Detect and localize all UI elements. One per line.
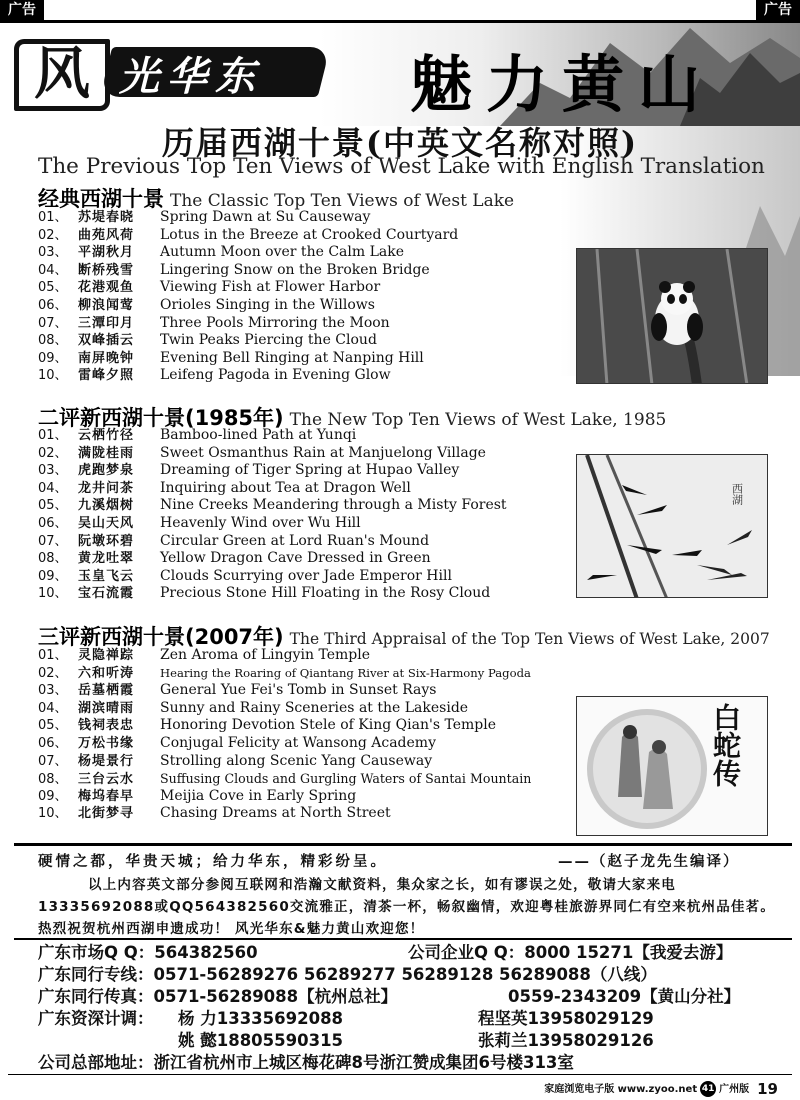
peer-hotline: 广东同行专线：0571-56289276 56289277 56289128 56289088（八线） — [38, 965, 657, 984]
views-1985-list — [38, 427, 507, 603]
item-en: Orioles Singing in the Willows — [160, 296, 375, 313]
item-zh: 花港观鱼 — [78, 280, 135, 296]
list-item — [38, 682, 531, 700]
item-en: Honoring Devotion Stele of King Qian's Temple — [160, 717, 497, 734]
item-en: Bamboo-lined Path at Yunqi — [160, 427, 357, 443]
section-title-en: The Classic Top Ten Views of West Lake — [170, 191, 515, 211]
item-number: 10、 — [38, 586, 68, 602]
contact-row — [38, 942, 798, 964]
item-en: Strolling along Scenic Yang Causeway — [160, 752, 433, 769]
baishezhuan-calligraphy: 白蛇传 — [709, 703, 742, 787]
item-number: 05、 — [38, 718, 68, 734]
footer-site[interactable]: 家庭浏览电子版 www.zyoo.net — [544, 1084, 698, 1095]
item-en: Yellow Dragon Cave Dressed in Green — [160, 550, 431, 567]
item-en: Dreaming of Tiger Spring at Hupao Valley — [160, 462, 460, 479]
list-item — [38, 585, 507, 603]
item-number: 06、 — [38, 735, 68, 751]
item-number: 02、 — [38, 665, 68, 681]
section-title-zh: 二评新西湖十景(1985年) — [38, 406, 284, 430]
list-item — [38, 350, 458, 368]
item-zh: 北街梦寻 — [78, 806, 135, 822]
item-number: 03、 — [38, 245, 68, 261]
item-number: 01、 — [38, 428, 68, 443]
item-zh: 龙井问茶 — [78, 480, 135, 496]
item-number: 07、 — [38, 753, 68, 769]
item-number: 10、 — [38, 368, 68, 384]
item-number: 02、 — [38, 445, 68, 461]
item-en: Meijia Cove in Early Spring — [160, 787, 357, 804]
list-item — [38, 735, 531, 753]
list-item — [38, 367, 458, 385]
list-item — [38, 717, 531, 735]
item-en: Leifeng Pagoda in Evening Glow — [160, 367, 391, 384]
main-heading: 历届西湖十景(中英文名称对照) — [161, 124, 639, 162]
item-zh: 湖滨晴雨 — [78, 700, 135, 716]
logo-text: 光华东 — [119, 54, 263, 100]
brand-logo — [14, 31, 324, 113]
main-subheading: The Previous Top Ten Views of West Lake with English Translation — [38, 154, 765, 179]
footer — [544, 1080, 778, 1098]
item-en: Zen Aroma of Lingyin Temple — [160, 647, 370, 663]
item-number: 08、 — [38, 772, 68, 788]
divider-rule — [14, 843, 792, 846]
item-number: 03、 — [38, 683, 68, 699]
section-title-zh: 经典西湖十景 — [38, 187, 164, 211]
item-zh: 曲苑风荷 — [78, 227, 135, 243]
planner-yao: 姚 懿18805590315 — [178, 1031, 344, 1050]
item-zh: 柳浪闻莺 — [78, 297, 135, 313]
item-en: Twin Peaks Piercing the Cloud — [160, 332, 377, 349]
item-en: Spring Dawn at Su Causeway — [160, 209, 371, 225]
notice-paragraph: 以上内容英文部分参阅互联网和浩瀚文献资料，集众家之长，如有谬误之处，敬请大家来电13335692088或QQ564382560交流雅正，清茶一杯，畅叙幽情，欢迎粤桂旅游界同仁有空来杭州品佳茗。热烈祝贺杭州西湖申遗成功！ 风光华东&魅力黄山欢迎您！ — [38, 877, 776, 937]
item-number: 07、 — [38, 533, 68, 549]
item-number: 05、 — [38, 280, 68, 296]
list-item — [38, 262, 458, 280]
footer-circle-badge: 41 — [700, 1081, 716, 1097]
list-item — [38, 244, 458, 262]
list-item — [38, 427, 507, 445]
ad-label-left: 广告 — [0, 0, 44, 20]
item-en: Hearing the Roaring of Qiantang River at Six-Harmony Pagoda — [160, 665, 531, 680]
item-en: Lingering Snow on the Broken Bridge — [160, 261, 430, 278]
item-en: Conjugal Felicity at Wansong Academy — [160, 734, 436, 751]
item-en: Nine Creeks Meandering through a Misty Forest — [160, 497, 507, 514]
contact-block — [38, 942, 798, 1074]
item-number: 04、 — [38, 480, 68, 496]
planner-zhang: 张莉兰13958029126 — [478, 1031, 654, 1050]
logo-char: 风 — [14, 39, 110, 111]
item-en: Inquiring about Tea at Dragon Well — [160, 479, 411, 496]
divider-rule-2 — [14, 938, 792, 940]
item-en: Clouds Scurrying over Jade Emperor Hill — [160, 567, 452, 584]
guangdong-qq: 广东市场Q Q：564382560 — [38, 943, 258, 962]
list-item — [38, 480, 507, 498]
item-zh: 六和听涛 — [78, 665, 135, 681]
page-number: 19 — [757, 1080, 778, 1098]
item-zh: 梅坞春早 — [78, 788, 135, 804]
item-zh: 阮墩环碧 — [78, 533, 135, 549]
item-en: Sunny and Rainy Sceneries at the Lakeside — [160, 699, 469, 716]
list-item — [38, 497, 507, 515]
item-zh: 满陇桂雨 — [78, 445, 135, 461]
item-number: 06、 — [38, 515, 68, 531]
company-qq: 公司企业Q Q：8000 15271【我爱去游】 — [408, 943, 733, 962]
list-item — [38, 533, 507, 551]
list-item — [38, 568, 507, 586]
panda-illustration — [577, 249, 768, 384]
list-item — [38, 550, 507, 568]
bamboo-painting — [576, 454, 768, 598]
item-en: Circular Green at Lord Ruan's Mound — [160, 532, 430, 549]
item-number: 01、 — [38, 648, 68, 663]
list-item — [38, 665, 531, 683]
item-en: Heavenly Wind over Wu Hill — [160, 514, 361, 531]
slogan: 硬情之都，华贵天城；给力华东，精彩纷呈。 — [38, 854, 388, 870]
list-item — [38, 279, 458, 297]
item-zh: 黄龙吐翠 — [78, 551, 135, 567]
footer-rule — [8, 1074, 792, 1075]
item-number: 04、 — [38, 262, 68, 278]
views-2007-list — [38, 647, 531, 823]
list-item — [38, 332, 458, 350]
item-zh: 玉皇飞云 — [78, 568, 135, 584]
footer-edition: 广州版 — [719, 1084, 750, 1095]
item-zh: 九溪烟树 — [78, 498, 135, 514]
classic-views-list — [38, 209, 458, 385]
bamboo-illustration — [577, 455, 768, 598]
item-zh: 雷峰夕照 — [78, 368, 135, 384]
item-zh: 断桥残雪 — [78, 262, 135, 278]
item-en: Autumn Moon over the Calm Lake — [160, 244, 404, 261]
planner-cheng: 程坚英13958029129 — [478, 1009, 654, 1028]
section-title-en: The Third Appraisal of the Top Ten Views of West Lake, 2007 — [289, 630, 770, 648]
list-item — [38, 297, 458, 315]
item-number: 02、 — [38, 227, 68, 243]
item-number: 01、 — [38, 210, 68, 225]
ad-label-right: 广告 — [756, 0, 800, 20]
item-en: Chasing Dreams at North Street — [160, 805, 391, 822]
item-zh: 杨堤景行 — [78, 753, 135, 769]
item-en: Lotus in the Breeze at Crooked Courtyard — [160, 226, 459, 243]
item-zh: 灵隐禅踪 — [78, 648, 135, 663]
item-number: 05、 — [38, 498, 68, 514]
item-zh: 钱祠表忠 — [78, 718, 135, 734]
item-zh: 吴山天风 — [78, 515, 135, 531]
item-number: 09、 — [38, 568, 68, 584]
baishezhuan-painting — [576, 696, 768, 836]
item-zh: 南屏晚钟 — [78, 350, 135, 366]
list-item — [38, 770, 531, 788]
header-banner — [0, 23, 800, 126]
item-number: 08、 — [38, 551, 68, 567]
panda-photo — [576, 248, 768, 384]
item-en: Precious Stone Hill Floating in the Rosy Cloud — [160, 585, 491, 602]
section-title-en: The New Top Ten Views of West Lake, 1985 — [289, 410, 667, 430]
item-en: Evening Bell Ringing at Nanping Hill — [160, 349, 424, 366]
contact-row — [38, 1052, 798, 1074]
item-zh: 虎跑梦泉 — [78, 463, 135, 479]
planner-label: 广东资深计调： — [38, 1009, 154, 1028]
peer-fax: 广东同行传真：0571-56289088【杭州总社】 — [38, 987, 398, 1006]
item-en: Viewing Fish at Flower Harbor — [160, 279, 381, 296]
list-item — [38, 805, 531, 823]
contact-row — [38, 986, 798, 1008]
item-zh: 双峰插云 — [78, 333, 135, 349]
headquarters-address: 公司总部地址：浙江省杭州市上城区梅花碑8号浙江赞成集团6号楼313室 — [38, 1053, 574, 1072]
contact-row — [38, 964, 798, 986]
list-item — [38, 700, 531, 718]
translator-credit: ——（赵子龙先生编译） — [558, 854, 740, 870]
planner-yang: 杨 力13335692088 — [178, 1009, 344, 1028]
huangshan-fax: 0559-2343209【黄山分社】 — [508, 987, 741, 1006]
section-title-zh: 三评新西湖十景(2007年) — [38, 625, 284, 649]
item-number: 09、 — [38, 788, 68, 804]
item-number: 07、 — [38, 315, 68, 331]
item-en: Suffusing Clouds and Gurgling Waters of Santai Mountain — [160, 771, 532, 787]
item-en: Sweet Osmanthus Rain at Manjuelong Village — [160, 444, 486, 461]
item-zh: 宝石流霞 — [78, 586, 135, 602]
list-item — [38, 315, 458, 333]
list-item — [38, 788, 531, 806]
list-item — [38, 209, 458, 227]
list-item — [38, 753, 531, 771]
item-number: 09、 — [38, 350, 68, 366]
contact-row — [38, 1030, 798, 1052]
list-item — [38, 647, 531, 665]
list-item — [38, 462, 507, 480]
item-zh: 平湖秋月 — [78, 245, 135, 261]
item-number: 03、 — [38, 463, 68, 479]
item-number: 10、 — [38, 806, 68, 822]
contact-row — [38, 1008, 798, 1030]
item-number: 08、 — [38, 333, 68, 349]
item-en: Three Pools Mirroring the Moon — [160, 314, 390, 331]
brand-title: 魅力黄山 — [410, 48, 715, 121]
item-zh: 万松书缘 — [78, 735, 135, 751]
list-item — [38, 227, 458, 245]
item-zh: 三潭印月 — [78, 315, 135, 331]
item-zh: 苏堤春晓 — [78, 210, 135, 225]
item-en: General Yue Fei's Tomb in Sunset Rays — [160, 682, 437, 699]
slogan-credit — [38, 850, 798, 871]
list-item — [38, 445, 507, 463]
item-zh: 三台云水 — [78, 772, 135, 788]
item-zh: 云栖竹径 — [78, 428, 135, 443]
painting-calligraphy: 西湖 — [730, 483, 744, 505]
item-number: 06、 — [38, 297, 68, 313]
item-zh: 岳墓栖霞 — [78, 683, 135, 699]
list-item — [38, 515, 507, 533]
item-number: 04、 — [38, 700, 68, 716]
